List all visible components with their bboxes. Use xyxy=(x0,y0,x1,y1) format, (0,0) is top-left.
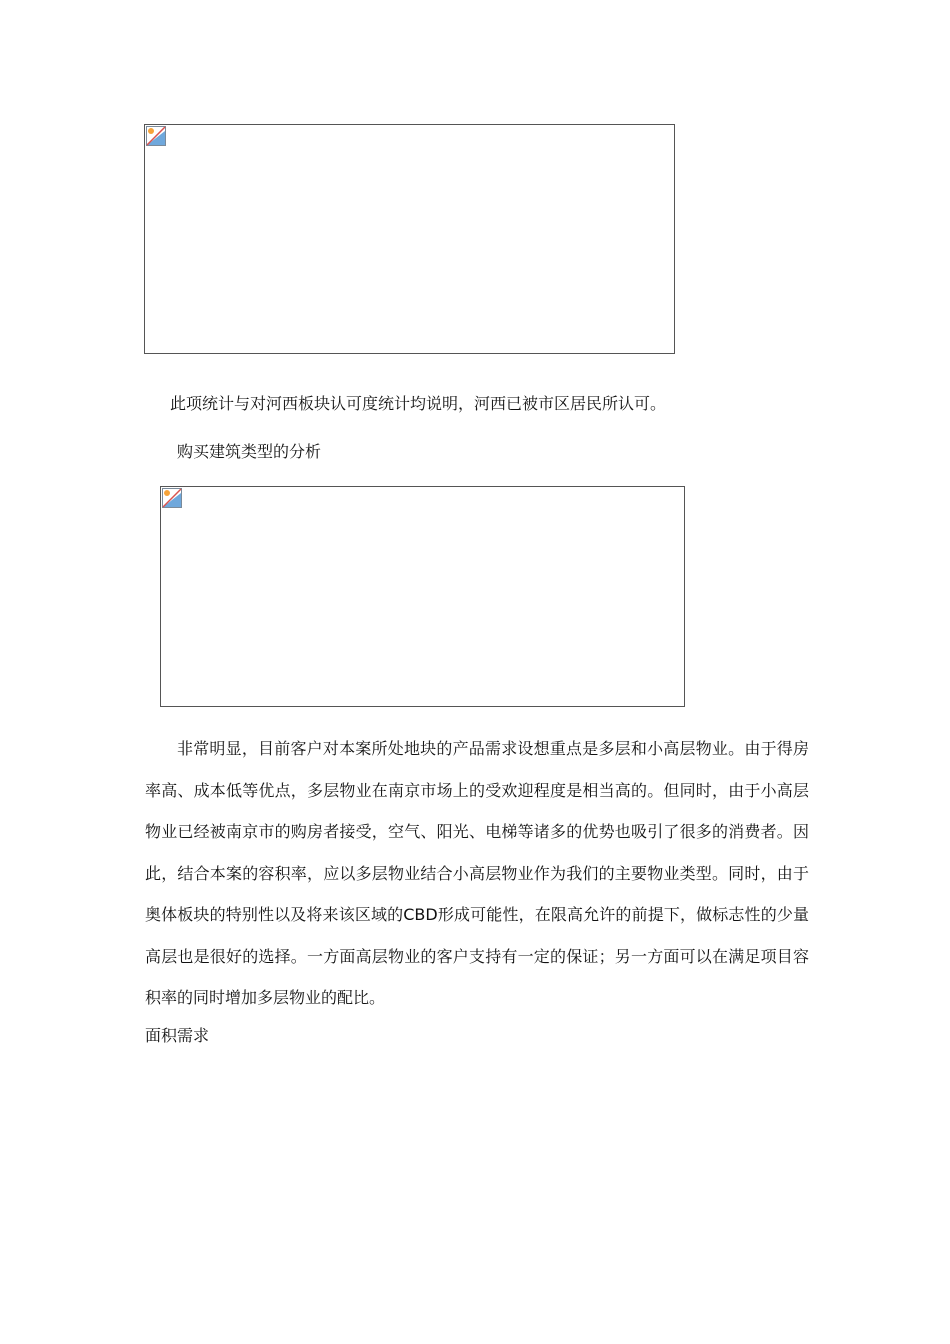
section-heading-area: 面积需求 xyxy=(145,1026,210,1045)
body-paragraph: 非常明显，目前客户对本案所处地块的产品需求设想重点是多层和小高层物业。由于得房率高、成本低等优点，多层物业在南京市场上的受欢迎程度是相当高的。但同时，由于小高层物业已经被南京市的购房者接受，空气、阳光、电梯等诸多的优势也吸引了很多的消费者。因此，结合本案的容积率，应以多层物业结合小高层物业作为我们的主要物业类型。同时，由于奥体板块的特别性以及将来该区域的CBD形成可能性，在限高允许的前提下，做标志性的少量高层也是很好的选择。一方面高层物业的客户支持有一定的保证；另一方面可以在满足项目容积率的同时增加多层物业的配比。 xyxy=(145,739,809,1007)
caption-text: 此项统计与对河西板块认可度统计均说明，河西已被市区居民所认可。 xyxy=(170,394,667,413)
broken-image-icon xyxy=(162,488,182,508)
image-placeholder-2 xyxy=(160,486,685,707)
broken-image-icon xyxy=(146,126,166,146)
image-placeholder-1 xyxy=(144,124,675,354)
section-heading-building-type: 购买建筑类型的分析 xyxy=(177,442,322,461)
